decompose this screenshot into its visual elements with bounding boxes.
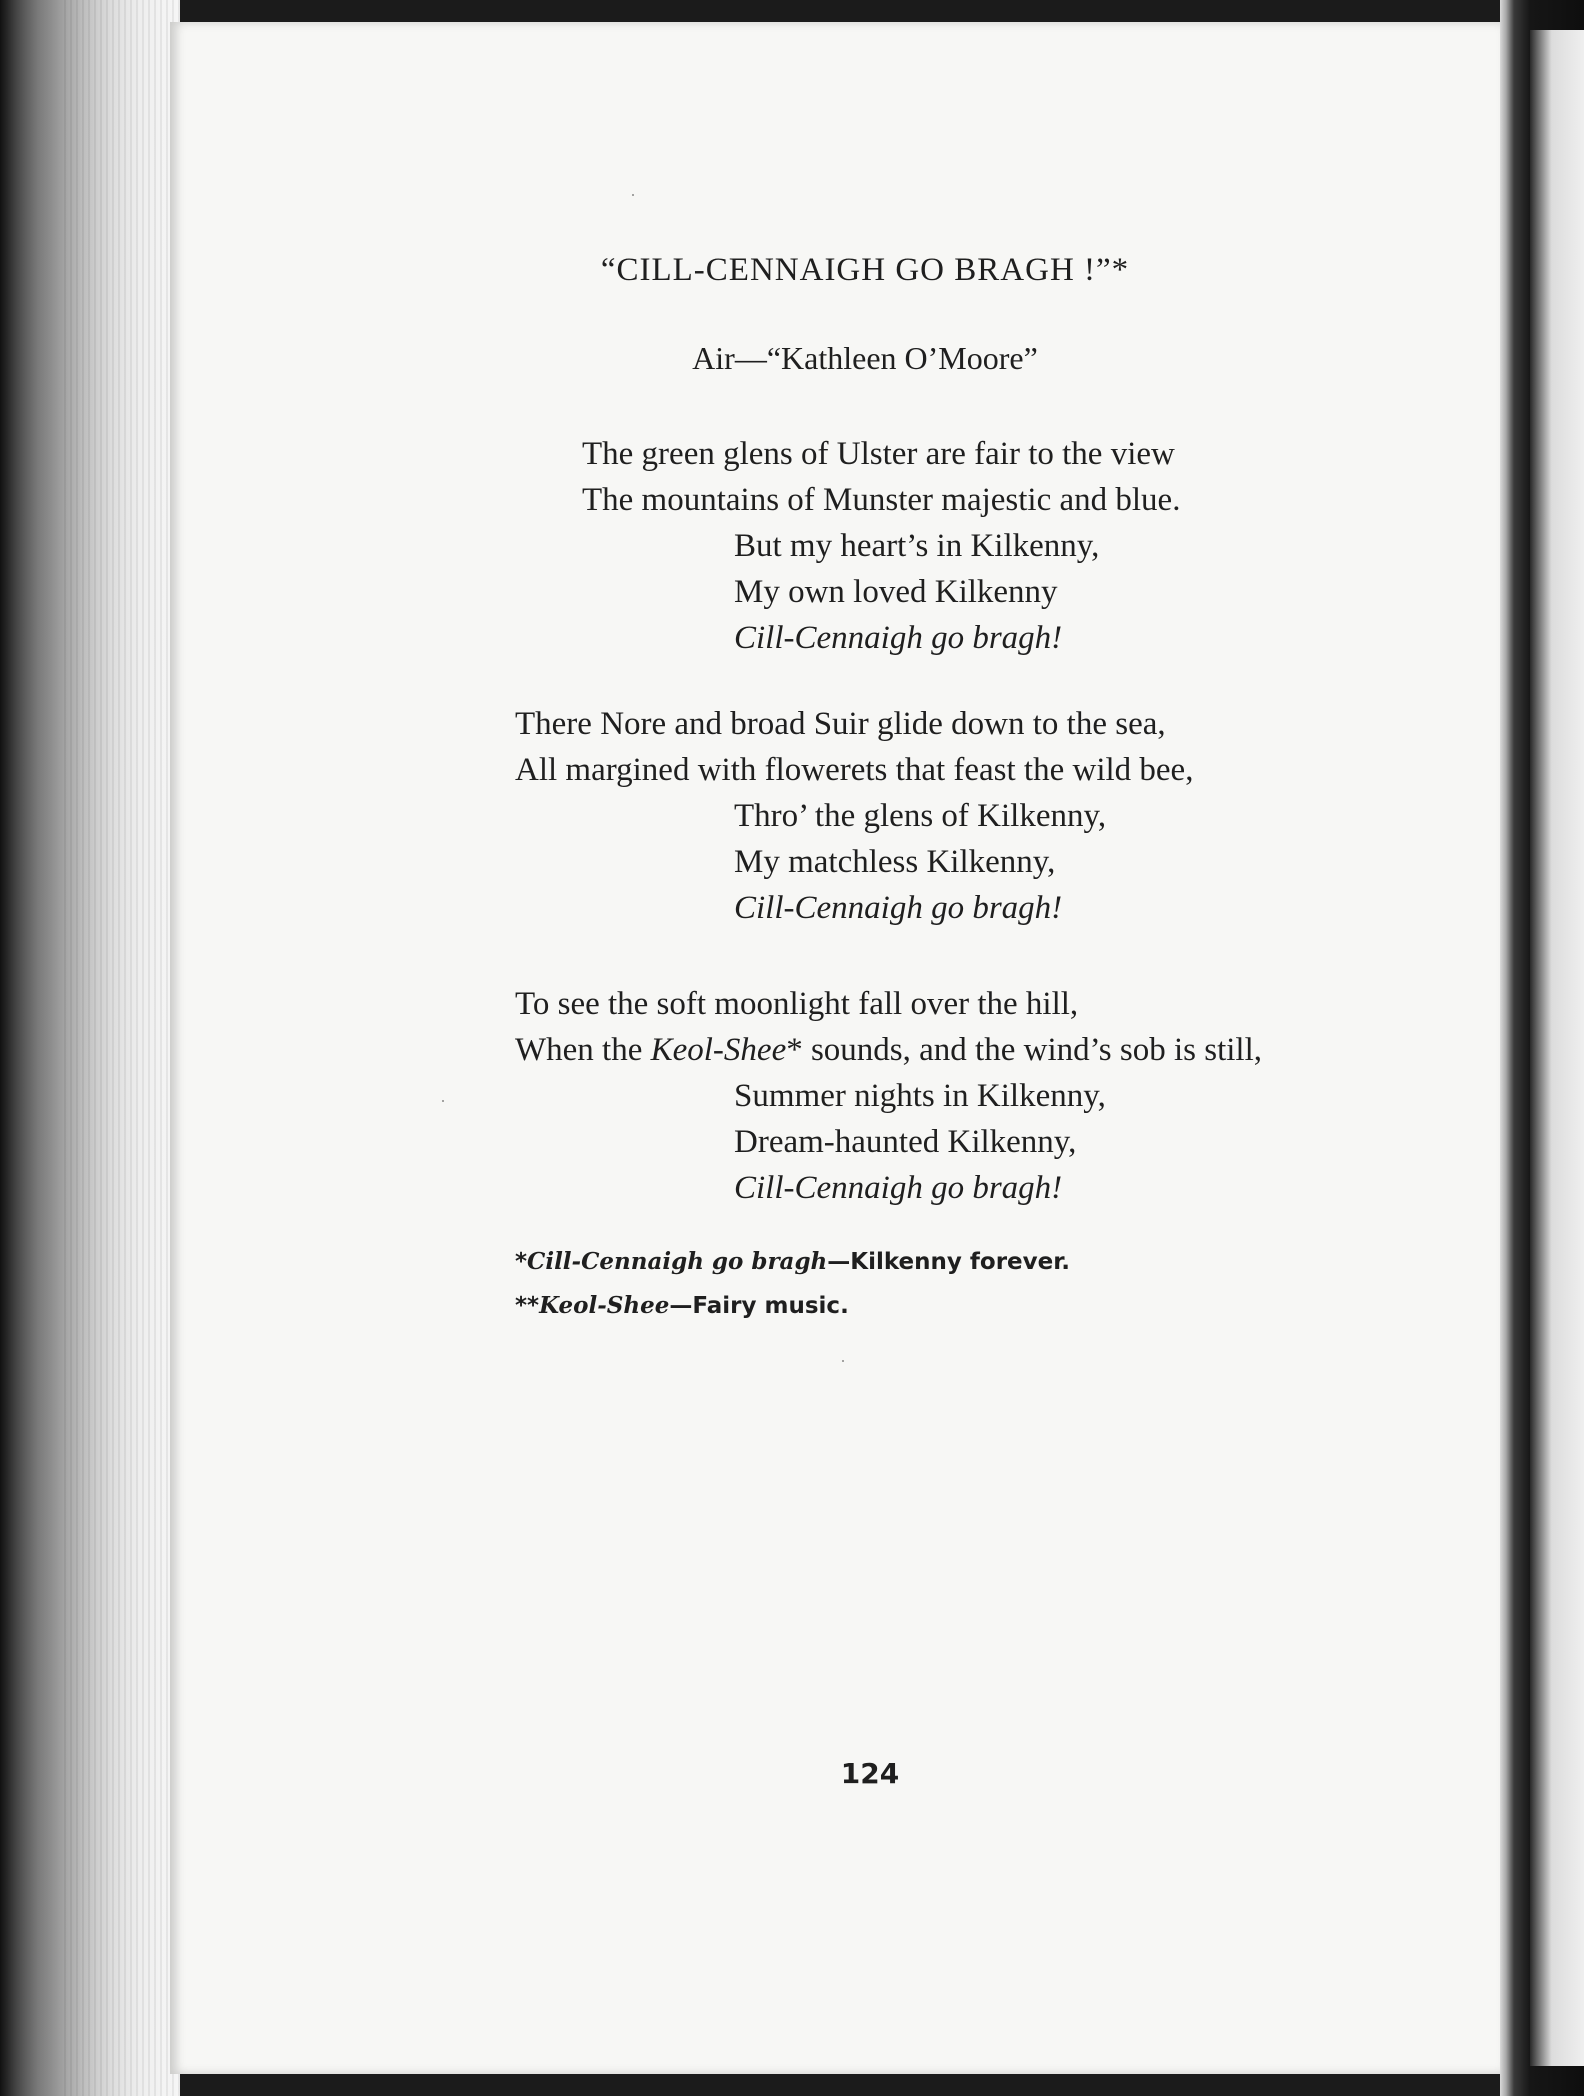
book-page-edges [0, 0, 180, 2096]
stanza-line: Summer nights in Kilkenny, [734, 1078, 1106, 1114]
keol-shee-term: Keol-Shee [650, 1032, 787, 1068]
poem-title: “CILL-CENNAIGH GO BRAGH !”* [600, 252, 1130, 288]
stanza-line: The green glens of Ulster are fair to the view [582, 436, 1175, 472]
poem-subtitle: Air—“Kathleen O’Moore” [692, 340, 1038, 376]
stanza-line: The mountains of Munster majestic and blue. [582, 482, 1181, 518]
next-page-sliver [1530, 30, 1584, 2066]
stanza-refrain: Cill-Cennaigh go bragh! [734, 1170, 1063, 1206]
stanza-line: To see the soft moonlight fall over the hill, [515, 986, 1079, 1022]
book-page [170, 22, 1500, 2074]
footnote-2 [515, 1292, 849, 1319]
paper-speck [842, 1360, 844, 1362]
footnote-definition: —Kilkenny forever. [827, 1249, 1071, 1275]
stanza-line: My matchless Kilkenny, [734, 844, 1056, 880]
stanza-line: But my heart’s in Kilkenny, [734, 528, 1100, 564]
line-text: * sounds, and the wind’s sob is still, [786, 1032, 1262, 1068]
stanza-line: All margined with flowerets that feast the wild bee, [515, 752, 1194, 788]
page-edge-lines [60, 0, 180, 2096]
line-text: When the [515, 1032, 651, 1068]
paper-speck [632, 194, 634, 196]
footnote-term: Keol-Shee [539, 1292, 670, 1319]
stanza-line: My own loved Kilkenny [734, 574, 1058, 610]
stanza-line: Dream-haunted Kilkenny, [734, 1124, 1077, 1160]
footnote-term: Cill-Cennaigh go bragh [527, 1248, 828, 1275]
stanza-refrain: Cill-Cennaigh go bragh! [734, 620, 1063, 656]
stanza-refrain: Cill-Cennaigh go bragh! [734, 890, 1063, 926]
footnote-marker: ** [515, 1293, 540, 1319]
footnote-definition: —Fairy music. [669, 1293, 849, 1319]
footnote-marker: * [515, 1249, 528, 1275]
stanza-line: Thro’ the glens of Kilkenny, [734, 798, 1107, 834]
page-number: 124 [840, 1757, 900, 1790]
stanza-line [515, 1028, 1262, 1072]
book-binding-edge [1500, 0, 1584, 2096]
page-content [170, 22, 1500, 2074]
footnote-1 [515, 1248, 1070, 1275]
stanza-line: There Nore and broad Suir glide down to the sea, [515, 706, 1166, 742]
paper-speck [442, 1100, 444, 1102]
